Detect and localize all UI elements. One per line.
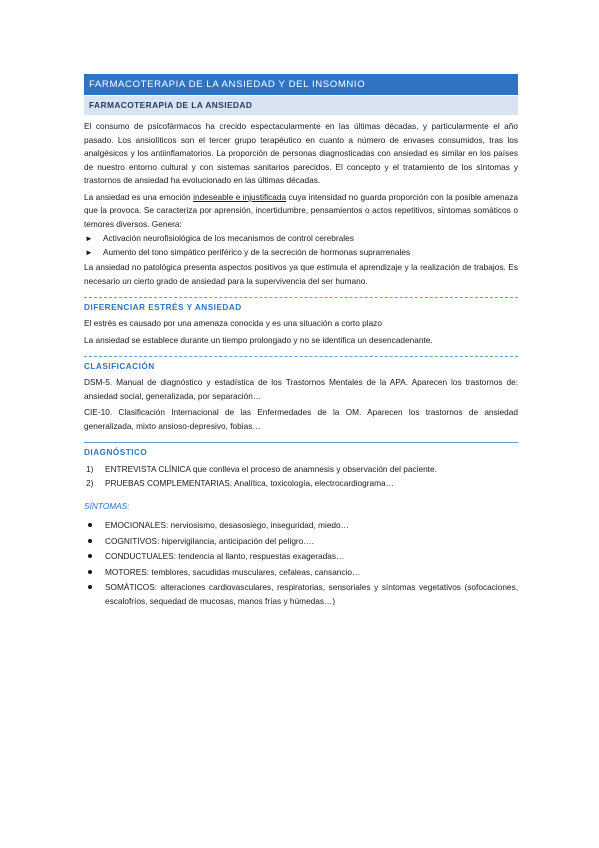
list-item (84, 232, 518, 246)
document-page (84, 74, 518, 610)
list-item (84, 580, 518, 608)
item-number: 2) (86, 478, 94, 488)
item-label: COGNITIVOS: (105, 535, 160, 546)
item-text: hipervigilancia, anticipación del peligro…. (159, 535, 314, 546)
heading-text: SÍNTOMAS (84, 501, 128, 511)
list-item (84, 518, 518, 532)
item-label: MOTORES: (105, 566, 150, 577)
item-number: 1) (86, 464, 94, 474)
list-item-text: Aumento del tono simpático periférico y de la secreción de hormonas suprarrenales (103, 246, 411, 257)
intro-p2-end: cuya intensidad no guarda proporción con la posible amenaza que la provoca. Se caracteriza por aprensión, incertidumbre, pensamientos o actos repetitivos, síntomas somáticos o temores diversos. Genera: (84, 191, 518, 229)
symptoms-list (84, 518, 518, 608)
bullet-dot-icon (88, 539, 92, 543)
item-text: que conlleva el proceso de anamnesis y observación del paciente. (190, 464, 437, 474)
section-divider (84, 442, 518, 443)
document-title: FARMACOTERAPIA DE LA ANSIEDAD Y DEL INSOMNIO (84, 74, 518, 95)
heading-diferenciar: DIFERENCIAR ESTRÉS Y ANSIEDAD (84, 303, 242, 312)
arrow-bullet-icon: ► (85, 247, 93, 257)
section-divider (84, 297, 518, 298)
item-text: Analítica, toxicología, electrocardiograma… (232, 478, 394, 488)
bullet-dot-icon (88, 570, 92, 574)
list-item (84, 246, 518, 260)
section-title: FARMACOTERAPIA DE LA ANSIEDAD (84, 96, 518, 115)
intro-p2-underlined: indeseable e injustificada (193, 191, 287, 202)
anxiety-line: La ansiedad se establece durante un tiempo prolongado y no se identifica un desencadenante. (84, 334, 433, 345)
item-text: tendencia al llanto, respuestas exageradas… (176, 551, 345, 561)
list-item (84, 462, 518, 476)
intro-paragraph-3: La ansiedad no patológica presenta aspectos positivos ya que estimula el aprendizaje y la realización de trabajos. Es necesario un cierto grado de ansiedad para la supervivencia del ser humano. (84, 262, 518, 286)
intro-paragraph-1: El consumo de psicofármacos ha crecido espectacularmente en las últimas décadas, y particularmente el año pasado. Los ansiolíticos son el tercer grupo terapéutico en cuanto a número de envases consumidos, tras los analgésicos y los antiinflamatorios. La proporción de personas diagnosticadas con ansiedad es similar en los países de nuestro entorno cultural y con sistemas sanitarios parecidos. El concepto y el tratamiento de los síntomas y trastornos de ansiedad ha evolucionado en las últimas décadas. (84, 121, 518, 185)
item-text: temblores, sacudidas musculares, cefaleas, cansancio… (149, 566, 361, 577)
item-label: EMOCIONALES: (105, 520, 169, 530)
heading-colon: : (127, 501, 130, 511)
list-item (84, 565, 518, 579)
stress-line: El estrés es causado por una amenaza conocida y es una situación a corto plazo (84, 318, 382, 328)
item-label: PRUEBAS COMPLEMENTARIAS: (105, 478, 233, 488)
item-text: nerviosismo, desasosiego, inseguridad, miedo… (168, 520, 349, 530)
dsm5-paragraph: DSM-5. Manual de diagnóstico y estadística de los Trastornos Mentales de la APA. Aparecen los trastornos de: ansiedad social, generalizada, por separación… (84, 377, 518, 401)
heading-clasificacion: CLASIFICACIÓN (84, 362, 155, 371)
list-item-text: Activación neurofisiológica de los mecanismos de control cerebrales (103, 233, 354, 243)
arrow-bullet-icon: ► (85, 234, 93, 243)
generates-list (84, 232, 518, 259)
intro-p2-start: La ansiedad es una emoción (84, 191, 194, 202)
item-label: SOMÁTICOS: (105, 582, 158, 592)
heading-sintomas (84, 501, 518, 511)
item-label: ENTREVISTA CLÍNICA (105, 464, 191, 474)
item-text: alteraciones cardiovasculares, respiratorias, sensoriales y síntomas vegetativos (sofocaciones, escalofríos, sequedad de mucosas, manos frías y húmedas…) (105, 582, 518, 606)
bullet-dot-icon (88, 585, 92, 589)
cie10-paragraph: CIE-10. Clasificación Internacional de las Enfermedades de la OM. Aparecen los trastornos de ansiedad generalizada, mixto ansioso-depresivo, fobias… (84, 407, 518, 431)
section-divider (84, 356, 518, 357)
list-item (84, 476, 518, 490)
intro-paragraph-2 (84, 191, 518, 232)
list-item (84, 549, 518, 563)
bullet-dot-icon (88, 554, 92, 558)
item-label: CONDUCTUALES: (105, 551, 176, 561)
heading-diagnostico: DIAGNÓSTICO (84, 448, 148, 457)
bullet-dot-icon (88, 523, 92, 527)
list-item (84, 534, 518, 548)
diagnostic-list (84, 462, 518, 490)
